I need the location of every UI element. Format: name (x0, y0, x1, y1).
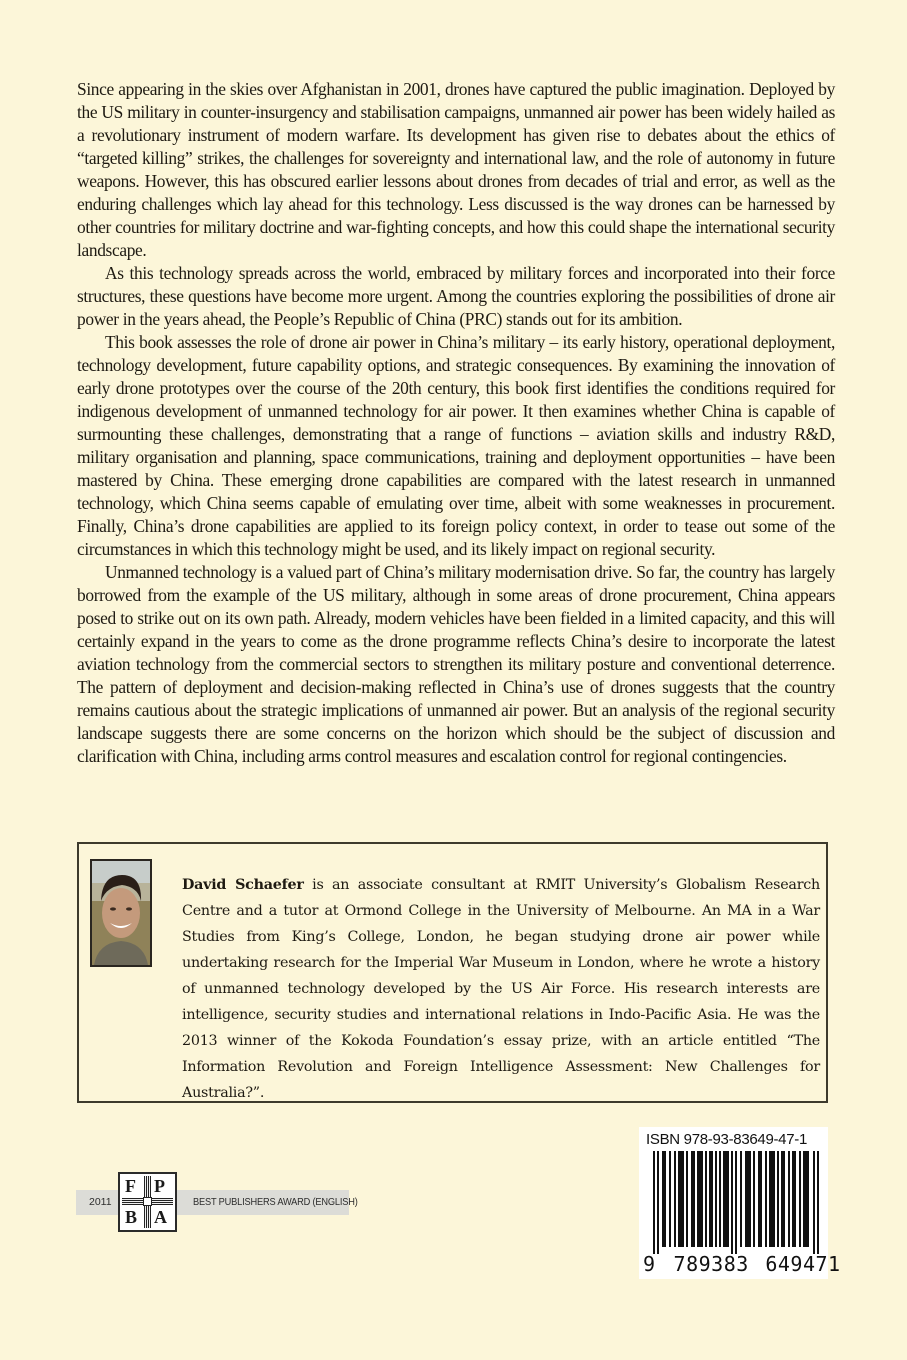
blurb-paragraph-2: As this technology spreads across the world, embraced by military forces and incorporated into their force structures, these questions have become more urgent. Among the countries exploring the possibilities of drone air power in the years ahead, the People’s Republic of China (PRC) stands out for its ambition. (77, 263, 835, 329)
fpba-logo (118, 1172, 177, 1232)
author-photo (90, 859, 152, 967)
award-year: 2011 (89, 1196, 112, 1208)
ean-right-group: 649471 (765, 1252, 841, 1276)
blurb-text (77, 78, 835, 768)
logo-letter-p: P (154, 1176, 165, 1196)
blurb-paragraph-3: This book assesses the role of drone air power in China’s military – its early history, operational deployment, technology development, future capability options, and strategic consequences. By examining the innovation of early drone prototypes over the course of the 20th century, this book first identifies the conditions required for indigenous development of unmanned technology for air power. It then examines whether China is capable of surmounting these challenges, demonstrating that a range of functions – aviation skills and industry R&D, military organisation and planning, space communications, training and deployment opportunities – have been mastered by China. These emerging drone capabilities are compared with the latest research in unmanned technology, which China seems capable of emulating over time, albeit with some weaknesses in procurement. Finally, China’s drone capabilities are applied to its foreign policy context, in order to tease out some of the circumstances in which this technology might be used, and its likely impact on regional security. (77, 332, 835, 559)
author-bio-text: is an associate consultant at RMIT University’s Globalism Research Centre and a tutor at Ormond College in the University of Melbourne. An MA in a War Studies from King’s College, London, he began studying drone air power while undertaking research for the Imperial War Museum in London, where he wrote a history of unmanned technology developed by the US Air Force. His research interests are intelligence, security studies and international relations in Indo-Pacific Asia. He was the 2013 winner of the Kokoda Foundation’s essay prize, with an article entitled “The Information Revolution and Foreign Intelligence Assessment: New Challenges for Australia?”. (182, 877, 821, 1101)
ean-first-digit: 9 (643, 1252, 656, 1276)
logo-letter-f: F (125, 1176, 136, 1196)
barcode-bars-icon (653, 1151, 821, 1254)
author-bio (182, 872, 820, 1106)
blurb-paragraph-4: Unmanned technology is a valued part of China’s military modernisation drive. So far, the country has largely borrowed from the example of the US military, although in some areas of drone procurement, China appears posed to strike out on its own path. Already, modern vehicles have been fielded in a limited capacity, and this will certainly expand in the years to come as the drone programme reflects China’s desire to incorporate the latest aviation technology from the commercial sectors to strengthen its military posture and conventional deterrence. The pattern of deployment and decision-making reflected in China’s use of drones suggests that the country remains cautious about the strategic implications of unmanned air power. But an analysis of the regional security landscape suggests there are some concerns on the horizon which should be the subject of discussion and clarification with China, including arms control measures and escalation control for regional contingencies. (77, 562, 835, 766)
award-label: BEST PUBLISHERS AWARD (ENGLISH) (193, 1196, 358, 1208)
person-portrait-icon (92, 861, 150, 965)
isbn-label: ISBN 978-93-83649-47-1 (646, 1131, 808, 1148)
ean-digits (643, 1252, 841, 1276)
blurb-paragraph-1: Since appearing in the skies over Afghanistan in 2001, drones have captured the public imagination. Deployed by the US military in counter-insurgency and stabilisation campaigns, unmanned air power has been widely hailed as a revolutionary instrument of modern warfare. Its development has given rise to debates about the ethics of “targeted killing” strikes, the challenges for sovereignty and international law, and the role of autonomy in future weapons. However, this has obscured earlier lessons about drones from decades of trial and error, as well as the enduring challenges which lay ahead for this technology. Less discussed is the way drones can be harnessed by other countries for military doctrine and war-fighting concepts, and how this could shape the international security landscape. (77, 79, 835, 260)
logo-letter-b: B (125, 1207, 138, 1227)
logo-letter-a: A (154, 1207, 167, 1227)
logo-cross-center (143, 1197, 152, 1206)
ean-left-group: 789383 (673, 1252, 749, 1276)
award-strip (76, 1190, 358, 1215)
isbn-barcode (639, 1127, 841, 1279)
author-name: David Schaefer (182, 877, 304, 893)
author-bio-box (77, 842, 828, 1103)
